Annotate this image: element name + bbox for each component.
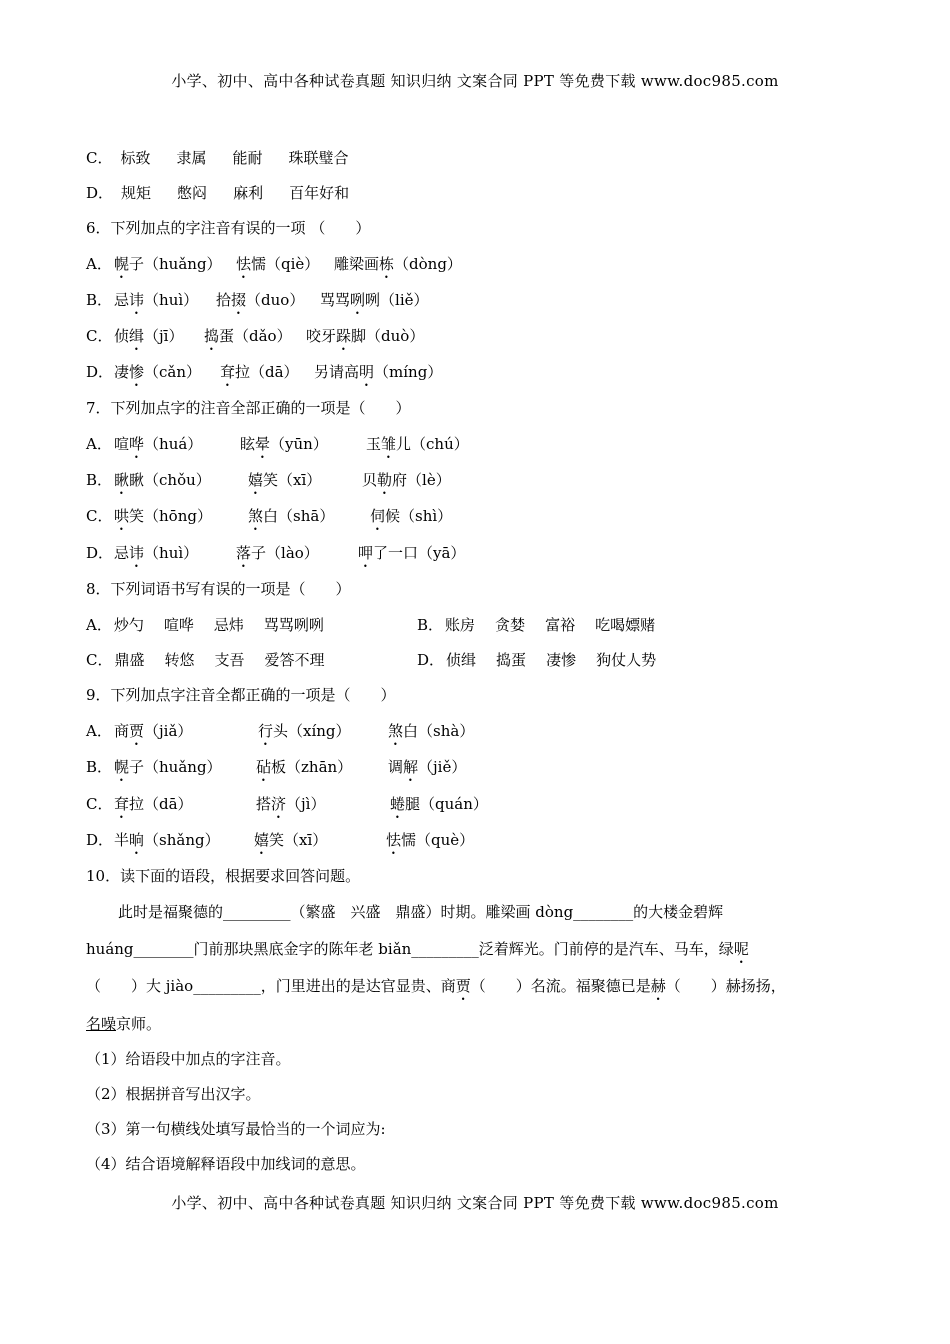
item: 煞白（shā） bbox=[248, 507, 335, 525]
q6-option-d[interactable]: D． 凄惨（cǎn） 耷拉（dā） 另请高明（míng） bbox=[86, 361, 786, 381]
item: 伺候（shì） bbox=[370, 507, 453, 525]
q10-stem: 10．读下面的语段，根据要求回答问题。 bbox=[86, 867, 361, 885]
item: 怯懦（qiè） bbox=[236, 255, 320, 273]
item: 商贾（jiǎ） bbox=[114, 722, 193, 740]
item: 煞白（shà） bbox=[388, 722, 475, 740]
q8-option-b[interactable]: B． 账房 贪婪 富裕 吃喝嫖赌 bbox=[417, 616, 656, 634]
q6-option-a[interactable]: A． 幌子（huǎng） 怯懦（qiè） 雕梁画栋（dòng） bbox=[86, 253, 786, 273]
item: 贝勒府（lè） bbox=[362, 471, 451, 489]
q9-option-c[interactable]: C． 耷拉（dā） 搭济（jì） 蜷腿（quán） bbox=[86, 793, 786, 813]
page-header: 小学、初中、高中各种试卷真题 知识归纳 文案合同 PPT 等免费下载 www.doc985.com bbox=[171, 72, 779, 90]
q8-option-c[interactable]: C． 鼎盛 转悠 支吾 爱答不理 bbox=[86, 651, 325, 669]
item: 哄笑（hōng） bbox=[114, 507, 212, 525]
item: 行头（xíng） bbox=[258, 722, 351, 740]
q10-sub-1: （1）给语段中加点的字注音。 bbox=[86, 1050, 291, 1068]
q6-stem: 6．下列加点的字注音有误的一项 （ ） bbox=[86, 219, 371, 237]
item: 呷了一口（yā） bbox=[358, 544, 466, 562]
q9-option-b[interactable]: B． 幌子（huǎng） 砧板（zhān） 调解（jiě） bbox=[86, 756, 786, 776]
item: 调解（jiě） bbox=[388, 758, 467, 776]
q10-passage-line-1: 此时是福聚德的_________（繁盛 兴盛 鼎盛）时期。雕梁画 dòng________的大楼金碧辉 bbox=[118, 903, 724, 921]
item: 幌子（huǎng） bbox=[114, 255, 222, 273]
item: 忌讳（huì） bbox=[114, 544, 199, 562]
q9-option-d[interactable]: D． 半晌（shǎng） 嬉笑（xī） 怯懦（què） bbox=[86, 829, 786, 849]
q7-stem: 7．下列加点字的注音全部正确的一项是（ ） bbox=[86, 399, 411, 417]
q5-option-c[interactable]: C． 标致 隶属 能耐 珠联璧合 bbox=[86, 149, 349, 167]
q8-stem: 8．下列词语书写有误的一项是（ ） bbox=[86, 580, 351, 598]
q8-option-a[interactable]: A． 炒勺 喧哗 忌炜 骂骂咧咧 bbox=[86, 616, 324, 634]
q8-option-d[interactable]: D． 侦缉 捣蛋 凄惨 狗仗人势 bbox=[417, 651, 657, 669]
item: 嬉笑（xī） bbox=[254, 831, 328, 849]
q7-option-c[interactable]: C． 哄笑（hōng） 煞白（shā） 伺候（shì） bbox=[86, 505, 786, 525]
q10-sub-4: （4）结合语境解释语段中加线词的意思。 bbox=[86, 1155, 366, 1173]
item: 怯懦（què） bbox=[386, 831, 475, 849]
item: 雕梁画栋（dòng） bbox=[334, 255, 462, 273]
q7-option-b[interactable]: B． 瞅瞅（chǒu） 嬉笑（xī） 贝勒府（lè） bbox=[86, 469, 786, 489]
item: 嬉笑（xī） bbox=[248, 471, 322, 489]
item: 落子（lào） bbox=[236, 544, 319, 562]
q6-option-b[interactable]: B． 忌讳（huì） 拾掇（duo） 骂骂咧咧（liě） bbox=[86, 289, 786, 309]
q9-stem: 9．下列加点字注音全都正确的一项是（ ） bbox=[86, 686, 396, 704]
q5-option-d[interactable]: D． 规矩 憋闷 麻利 百年好和 bbox=[86, 184, 350, 202]
item: 拾掇（duo） bbox=[216, 291, 305, 309]
page-footer: 小学、初中、高中各种试卷真题 知识归纳 文案合同 PPT 等免费下载 www.doc985.com bbox=[171, 1194, 779, 1212]
q10-sub-3: （3）第一句横线处填写最恰当的一个词应为: bbox=[86, 1120, 386, 1138]
q7-option-d[interactable]: D． 忌讳（huì） 落子（lào） 呷了一口（yā） bbox=[86, 542, 786, 562]
q10-sub-2: （2）根据拼音写出汉字。 bbox=[86, 1085, 261, 1103]
item: 骂骂咧咧（liě） bbox=[320, 291, 429, 309]
item: 忌讳（huì） bbox=[114, 291, 199, 309]
item: 耷拉（dā） bbox=[220, 363, 299, 381]
item: 侦缉（jī） bbox=[114, 327, 184, 345]
item: 玉雏儿（chú） bbox=[366, 435, 469, 453]
q7-option-a[interactable]: A． 喧哗（huá） 眩晕（yūn） 玉雏儿（chú） bbox=[86, 433, 786, 453]
item: 咬牙跺脚（duò） bbox=[306, 327, 425, 345]
q6-option-c[interactable]: C． 侦缉（jī） 捣蛋（dǎo） 咬牙跺脚（duò） bbox=[86, 325, 786, 345]
q10-passage-line-2: huáng________门前那块黑底金字的陈年老 biǎn_________泛着辉光。门前停的是汽车、马车，绿呢 bbox=[86, 940, 749, 958]
item: 眩晕（yūn） bbox=[240, 435, 328, 453]
item: 捣蛋（dǎo） bbox=[204, 327, 292, 345]
q10-passage-line-4: 名噪京师。 bbox=[86, 1015, 162, 1033]
item: 半晌（shǎng） bbox=[114, 831, 220, 849]
q9-option-a[interactable]: A． 商贾（jiǎ） 行头（xíng） 煞白（shà） bbox=[86, 720, 786, 740]
item: 耷拉（dā） bbox=[114, 795, 193, 813]
item: 另请高明（míng） bbox=[314, 363, 443, 381]
item: 搭济（jì） bbox=[256, 795, 326, 813]
item: 砧板（zhān） bbox=[256, 758, 353, 776]
item: 瞅瞅（chǒu） bbox=[114, 471, 211, 489]
item: 蜷腿（quán） bbox=[390, 795, 488, 813]
q10-passage-line-3: （ ）大 jiào_________，门里进出的是达官显贵、商贾（ ）名流。福聚德已是赫（ ）赫扬扬， bbox=[86, 977, 786, 995]
item: 幌子（huǎng） bbox=[114, 758, 222, 776]
item: 凄惨（cǎn） bbox=[114, 363, 202, 381]
item: 喧哗（huá） bbox=[114, 435, 203, 453]
underlined-word: 名噪 bbox=[86, 1015, 117, 1033]
